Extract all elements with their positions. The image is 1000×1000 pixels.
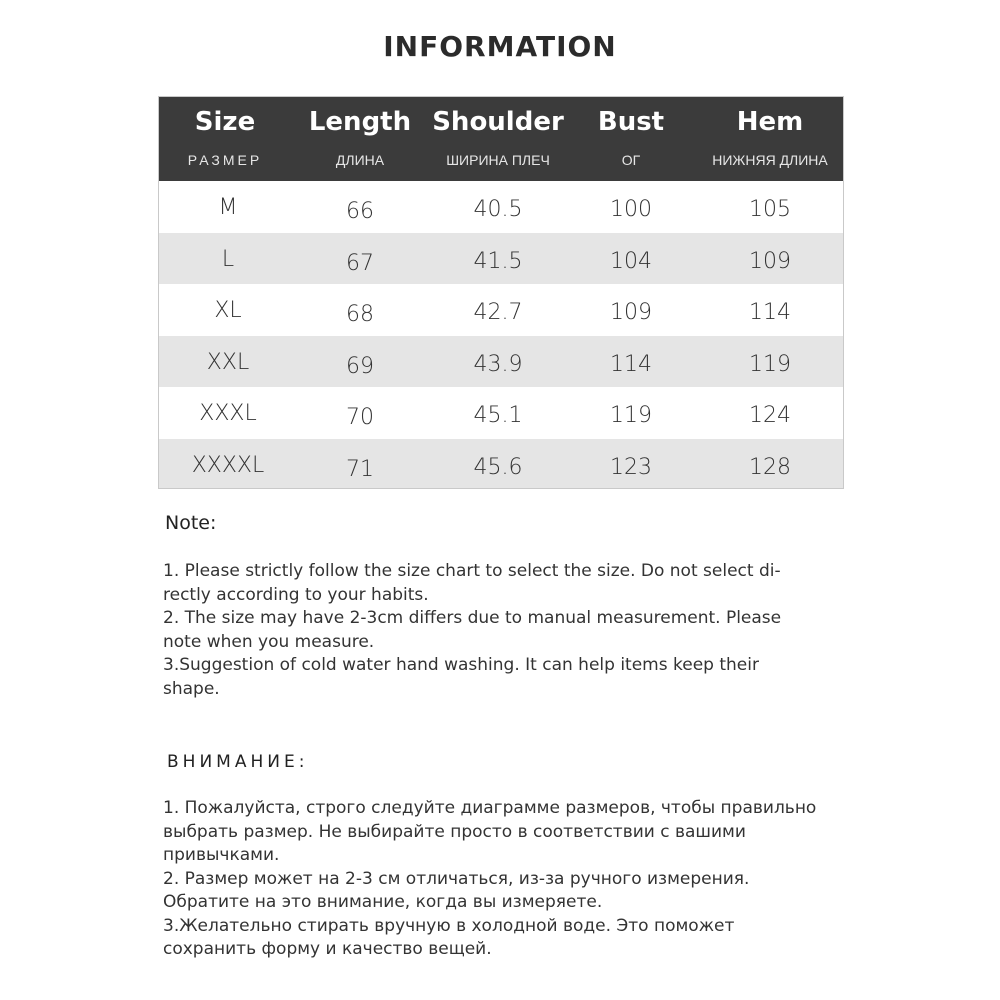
attention-line: 3.Желательно стирать вручную в холодной воде. Это поможет xyxy=(163,915,735,936)
table-header xyxy=(159,97,843,181)
header-hem-en: Hem xyxy=(736,107,804,137)
cell-shoulder: 40.5 xyxy=(473,197,523,222)
note-line: shape. xyxy=(163,678,220,699)
cell-shoulder: 41.5 xyxy=(473,248,523,274)
cell-length: 68 xyxy=(346,302,374,327)
cell-size: L xyxy=(221,246,235,272)
note-heading: Note: xyxy=(165,512,217,534)
header-shoulder-en: Shoulder xyxy=(432,107,564,137)
note-text xyxy=(163,560,823,701)
cell-shoulder: 42.7 xyxy=(473,300,523,325)
cell-bust: 123 xyxy=(610,454,652,480)
header-shoulder xyxy=(429,97,567,181)
table-row xyxy=(159,387,843,439)
table-row xyxy=(159,181,843,233)
attention-line: 2. Размер может на 2-3 см отличаться, из-за ручного измерения. xyxy=(163,868,750,889)
header-size-en: Size xyxy=(194,107,256,137)
header-bust-ru: ОГ xyxy=(621,152,641,168)
cell-size: XL xyxy=(214,298,242,323)
note-line: note when you measure. xyxy=(163,631,375,652)
cell-length: 70 xyxy=(346,405,374,430)
cell-hem: 119 xyxy=(749,351,791,377)
cell-length: 66 xyxy=(346,199,374,224)
table-row xyxy=(159,284,843,336)
cell-shoulder: 43.9 xyxy=(473,351,523,377)
cell-bust: 109 xyxy=(610,300,652,325)
note-line: 2. The size may have 2-3cm differs due to manual measurement. Please xyxy=(163,608,782,628)
table-row xyxy=(159,336,843,388)
table-row xyxy=(159,233,843,285)
cell-hem: 124 xyxy=(749,403,791,428)
header-bust-en: Bust xyxy=(597,107,665,137)
cell-size: XXXXL xyxy=(191,452,265,478)
cell-shoulder: 45.1 xyxy=(473,403,523,428)
header-hem xyxy=(695,97,844,181)
cell-bust: 104 xyxy=(610,248,652,274)
cell-size: XXL xyxy=(206,349,250,375)
cell-length: 67 xyxy=(346,250,374,276)
cell-hem: 109 xyxy=(749,248,791,274)
cell-bust: 119 xyxy=(610,403,652,428)
note-line: 1. Please strictly follow the size chart to select the size. Do not select di- xyxy=(163,561,781,581)
header-shoulder-ru: ШИРИНА ПЛЕЧ xyxy=(446,152,550,168)
cell-hem: 128 xyxy=(749,454,791,480)
header-bust xyxy=(567,97,695,181)
page-title: INFORMATION xyxy=(383,30,617,63)
header-length-en: Length xyxy=(308,107,412,137)
cell-length: 71 xyxy=(346,456,374,482)
attention-line: сохранить форму и качество вещей. xyxy=(163,939,492,959)
header-length-ru: ДЛИНА xyxy=(335,152,385,168)
size-table xyxy=(158,96,844,489)
attention-heading: ВНИМАНИЕ: xyxy=(167,752,309,772)
attention-line: выбрать размер. Не выбирайте просто в соответствии с вашими xyxy=(163,821,746,842)
cell-size: M xyxy=(218,195,238,220)
cell-length: 69 xyxy=(346,353,374,379)
cell-hem: 114 xyxy=(749,300,791,325)
cell-bust: 114 xyxy=(610,351,652,377)
attention-line: Обратите на это внимание, когда вы измеряете. xyxy=(163,892,603,912)
table-row xyxy=(159,439,843,490)
cell-hem: 105 xyxy=(749,197,791,222)
header-size xyxy=(159,97,291,181)
cell-size: XXXL xyxy=(199,401,257,426)
note-line: rectly according to your habits. xyxy=(163,584,429,605)
cell-shoulder: 45.6 xyxy=(473,454,523,480)
header-length xyxy=(291,97,429,181)
cell-bust: 100 xyxy=(610,197,652,222)
header-hem-ru: НИЖНЯЯ ДЛИНА xyxy=(712,152,828,168)
attention-line: 1. Пожалуйста, строго следуйте диаграмме размеров, чтобы правильно xyxy=(163,798,817,818)
header-size-ru: РАЗМЕР xyxy=(187,152,263,168)
note-line: 3.Suggestion of cold water hand washing. It can help items keep their xyxy=(163,655,759,675)
attention-line: привычками. xyxy=(163,845,280,865)
attention-text xyxy=(163,797,843,962)
